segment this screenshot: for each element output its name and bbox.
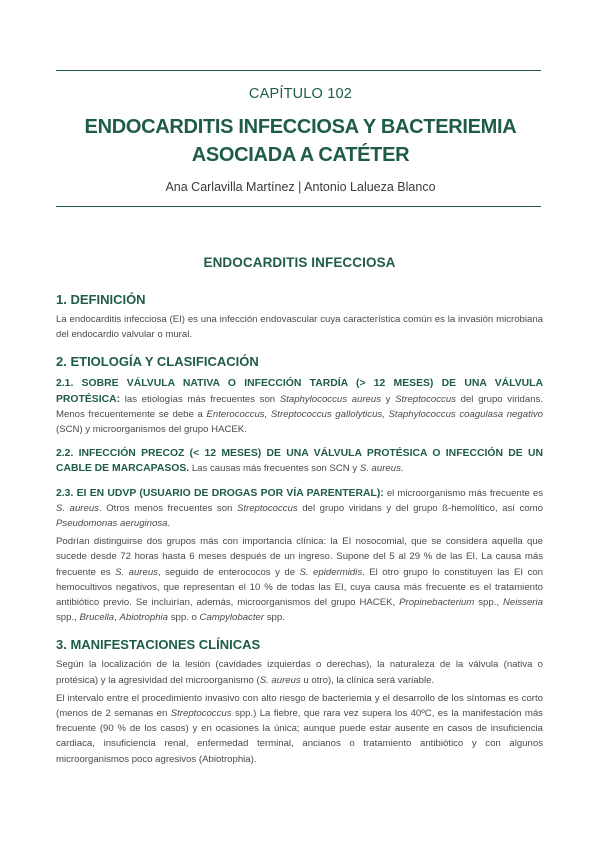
text-run: del grupo viridans y del grupo ß-hemolítico, así como (297, 502, 543, 514)
organism-name: Staphylococcus aureus (279, 393, 382, 405)
text-run: El intervalo entre el procedimiento invasivo con alto riesgo de bacteriemia y el desarrollo de los síntomas es corto (menos de 2 semanas en (56, 692, 543, 720)
text-run: Podrían distinguirse dos grupos más con importancia clínica: la EI nosocomial, que se considera aquella que sucede desde 72 horas hasta 6 meses después de un ingreso. Supone del 5 al 29 % de las EI. La causa más frecuente es (56, 536, 543, 578)
organism-name: Neisseria (502, 597, 543, 609)
text-run: spp., (474, 597, 503, 609)
subheading-2-1: 2.1. SOBRE VÁLVULA NATIVA O INFECCIÓN TARDÍA (> 12 MESES) DE UNA VÁLVULA PROTÉSICA: (56, 378, 543, 405)
paragraph-other-groups (56, 534, 543, 625)
text-run: spp.) La fiebre, que rara vez supera los 40ºC, es la manifestación más frecuente (90 % de los casos) y en ocasiones la única; aunque puede estar ausente en casos de insuficiencia cardiaca, insuficiencia renal, enfermedad terminal, ancianos o tratamiento antibiótico y con algunos microorganismos poco agresivos (Abiotrophia). (56, 708, 543, 765)
text-run: . Otros menos frecuentes son (98, 502, 237, 514)
main-content (56, 255, 543, 767)
organism-name: Abiotrophia (119, 612, 169, 624)
text-run: Las causas más frecuentes son SCN y (189, 463, 360, 475)
organism-name: S. epidermidis (299, 566, 363, 578)
paragraph-2-2 (56, 446, 543, 476)
paragraph-manifestaciones-2 (56, 691, 543, 767)
paragraph-manifestaciones-1 (56, 657, 543, 687)
text-run: el microorganismo más frecuente es (383, 487, 544, 499)
organism-name: Propinebacterium (399, 597, 475, 609)
subheading-2-2: 2.2. INFECCIÓN PRECOZ (< 12 MESES) DE UNA VÁLVULA PROTÉSICA O INFECCIÓN DE UN CABLE DE MARCAPASOS. (56, 448, 543, 475)
organism-name: Enterococcus, Streptococcus gallolyticus, Staphylococcus coagulasa negativo (206, 408, 543, 420)
organism-name: Campylobacter (199, 612, 265, 624)
text-run: Según la localización de la lesión (cavidades izquierdas o derechas), la naturaleza de la válvula (nativa o protésica) y la agresividad del microorganismo ( (56, 659, 543, 686)
paragraph-2-3 (56, 486, 543, 532)
text-run: u otro), la clínica será variable. (300, 674, 435, 686)
heading-manifestaciones: 3. MANIFESTACIONES CLÍNICAS (56, 637, 261, 653)
text-run: spp. (264, 612, 285, 624)
chapter-title-line-2: ASOCIADA A CATÉTER (191, 144, 410, 166)
chapter-number: CAPÍTULO 102 (248, 86, 353, 102)
header-bottom-rule (56, 206, 541, 207)
organism-name: S. aureus (115, 566, 158, 578)
text-run: spp., (56, 612, 80, 624)
organism-name: S. aureus (359, 463, 401, 475)
subheading-2-3: 2.3. EI EN UDVP (USUARIO DE DROGAS POR VÍA PARENTERAL): (56, 487, 384, 499)
heading-definicion: 1. DEFINICIÓN (56, 292, 146, 307)
section-title: ENDOCARDITIS INFECCIOSA (203, 255, 396, 270)
heading-etiologia: 2. ETIOLOGÍA Y CLASIFICACIÓN (56, 354, 259, 370)
top-rule (56, 70, 541, 71)
text-run: . (167, 518, 171, 530)
organism-name: S. aureus (259, 674, 301, 686)
text-run: del grupo viridans. Menos frecuentemente se debe a (56, 393, 544, 420)
organism-name: Pseudomonas aeruginosa (56, 518, 168, 530)
text-run: , (114, 612, 120, 624)
organism-name: Streptococcus (395, 393, 456, 405)
text-run: y (381, 393, 396, 405)
text-run: las etiologías más frecuentes son (120, 393, 280, 405)
chapter-title-line-1: ENDOCARDITIS INFECCIOSA Y BACTERIEMIA (84, 116, 517, 138)
text-run: spp. o (168, 612, 200, 624)
organism-name: S. aureus (56, 502, 99, 514)
organism-name: Streptococcus (170, 708, 232, 720)
text-run: . El otro grupo lo constituyen las EI con hemocultivos negativos, que representan el 10 % de todas las EI, cuya causa más frecuente es el tratamiento antibiótico previo. Se incluirían, además, microorganismos del grupo HACEK, (56, 566, 543, 609)
chapter-title (40, 113, 561, 169)
text-run: . (400, 463, 404, 475)
definicion-paragraph: La endocarditis infecciosa (EI) es una infección endovascular cuya característica común es la invasión microbiana del endocardio valvular o mural. (56, 314, 543, 341)
paragraph-2-1 (56, 376, 543, 437)
organism-name: Brucella (79, 612, 115, 624)
authors: Ana Carlavilla Martínez | Antonio Lalueza Blanco (165, 180, 436, 194)
organism-name: Streptococcus (236, 502, 298, 514)
text-run: , seguido de enterococos y de (157, 566, 300, 578)
text-run: (SCN) y microorganismos del grupo HACEK. (56, 424, 247, 436)
